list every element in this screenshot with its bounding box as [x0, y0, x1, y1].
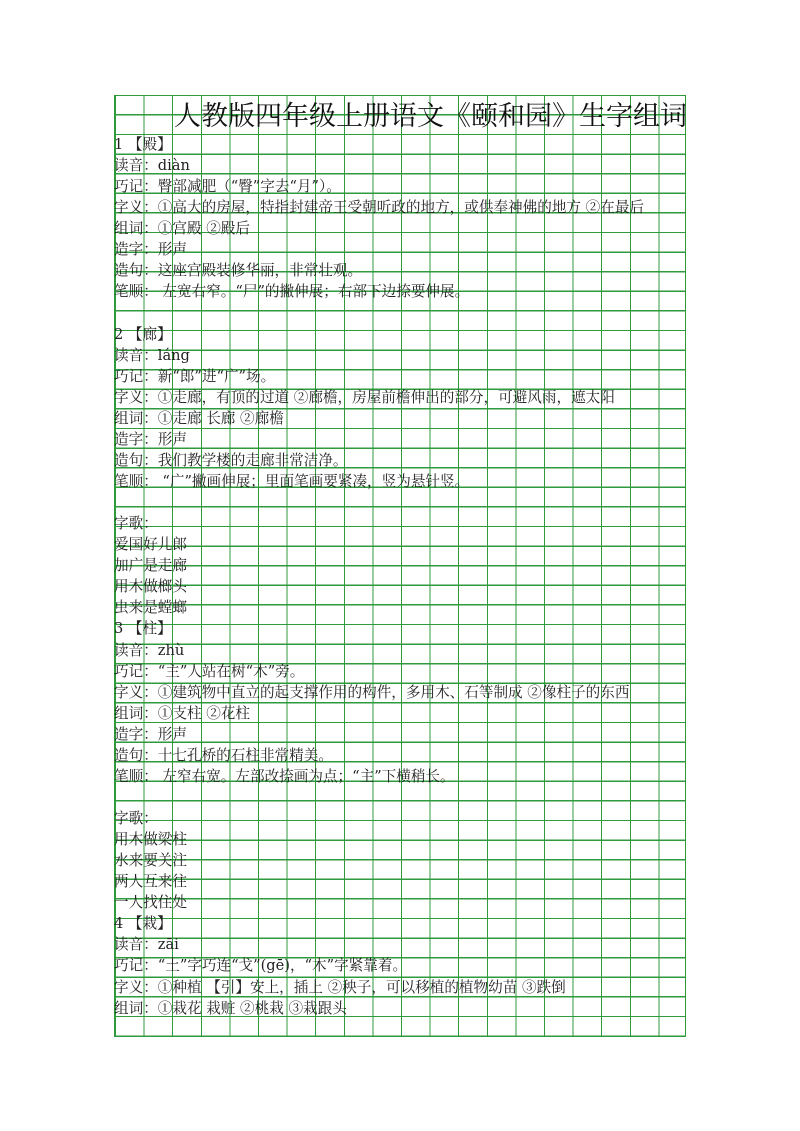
section-3-song-line-2: 水来要关注 — [114, 852, 187, 870]
section-3-song-label: 字歌： — [114, 810, 158, 827]
document-body — [114, 134, 690, 1019]
section-3-line-6: 造句：十七孔桥的石柱非常精美。 — [114, 746, 333, 764]
section-1-head: 1 【殿】 — [114, 136, 172, 153]
section-2-head: 2 【廊】 — [114, 325, 172, 343]
section-2-line-7: 笔顺： “广”撇画伸展；里面笔画要紧凑，竖为悬针竖。 — [114, 473, 470, 490]
section-2-song-line-3: 用木做榔头 — [114, 578, 187, 596]
section-3-line-3: 字义：①建筑物中直立的起支撑作用的构件，多用木、石等制成 ②像柱子的东西 — [114, 683, 630, 701]
section-3-line-7: 笔顺： 左窄右宽。左部改捺画为点；“主”下横稍长。 — [114, 767, 455, 785]
section-3-song-line-4: 一人找住处 — [114, 894, 187, 912]
section-4-line-4: 组词：①栽花 栽赃 ②桃栽 ③栽跟头 — [114, 999, 347, 1017]
section-3-line-5: 造字：形声 — [114, 725, 187, 743]
section-2-song-label: 字歌： — [114, 515, 158, 533]
section-3-line-4: 组词：①支柱 ②花柱 — [114, 704, 250, 722]
section-2-song-line-2: 加广是走廊 — [114, 557, 187, 575]
spacer — [114, 303, 690, 324]
section-1-line-1: 读音：diàn — [114, 157, 190, 175]
section-3-line-1: 读音：zhù — [114, 641, 185, 659]
section-2-line-4: 组词：①走廊 长廊 ②廊檐 — [114, 409, 284, 427]
section-1-line-2: 巧记：臀部减肥（“臀”字去“月”）。 — [114, 178, 341, 196]
section-2-line-5: 造字：形声 — [114, 430, 187, 448]
section-4-head: 4 【栽】 — [114, 915, 172, 933]
section-4-line-2: 巧记：“土”字巧连“戈”(gē)，“木”字紧靠着。 — [114, 957, 408, 975]
section-1-line-3: 字义：①高大的房屋，特指封建帝王受朝听政的地方，或供奉神佛的地方 ②在最后 — [114, 199, 645, 217]
section-2-line-1: 读音：láng — [114, 346, 190, 364]
section-3-song-line-1: 用木做梁柱 — [114, 831, 187, 849]
section-1-line-5: 造字：形声 — [114, 241, 187, 259]
section-3-song-line-3: 两人互来往 — [114, 873, 187, 891]
section-2-song-line-4: 虫来是螳螂 — [114, 599, 187, 617]
section-2-line-2: 巧记：新“郎”进“广”场。 — [114, 367, 276, 385]
section-1-line-7: 笔顺： 左宽右窄。“尸”的撇伸展；右部下边捺要伸展。 — [114, 283, 470, 301]
spacer — [114, 787, 690, 808]
spacer — [114, 492, 690, 513]
section-1-line-6: 造句：这座宫殿装修华丽，非常壮观。 — [114, 262, 363, 280]
section-4-line-1: 读音：zāi — [114, 936, 179, 954]
section-2-line-6: 造句：我们教学楼的走廊非常洁净。 — [114, 451, 348, 469]
section-1-line-4: 组词：①宫殿 ②殿后 — [114, 220, 250, 238]
section-3-head: 3 【柱】 — [114, 620, 172, 638]
section-4-line-3: 字义：①种植 【引】安上，插上 ②秧子，可以移植的植物幼苗 ③跌倒 — [114, 978, 566, 996]
document-title: 人教版四年级上册语文《颐和园》生字组词 — [174, 101, 687, 132]
section-2-line-3: 字义：①走廊，有顶的过道 ②廊檐，房屋前檐伸出的部分，可避风雨，遮太阳 — [114, 388, 615, 406]
section-3-line-2: 巧记：“主”人站在树“木”旁。 — [114, 662, 305, 680]
section-2-song-line-1: 爱国好儿郎 — [114, 536, 187, 554]
